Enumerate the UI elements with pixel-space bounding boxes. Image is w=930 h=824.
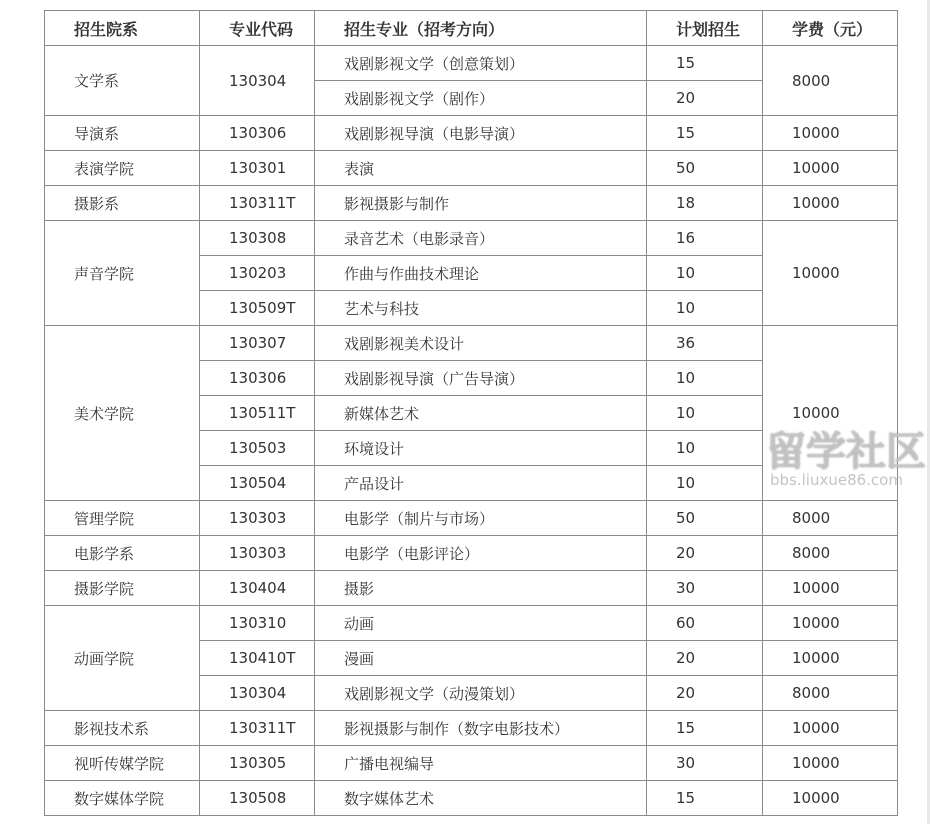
fee-cell: 8000 bbox=[763, 501, 898, 536]
header-fee: 学费（元） bbox=[763, 11, 898, 46]
plan-cell: 18 bbox=[647, 186, 763, 221]
major-cell: 戏剧影视文学（动漫策划） bbox=[315, 676, 647, 711]
fee-cell: 10000 bbox=[763, 746, 898, 781]
dept-cell: 文学系 bbox=[45, 46, 200, 116]
fee-cell: 8000 bbox=[763, 46, 898, 116]
major-cell: 动画 bbox=[315, 606, 647, 641]
plan-cell: 20 bbox=[647, 676, 763, 711]
plan-cell: 10 bbox=[647, 256, 763, 291]
major-cell: 作曲与作曲技术理论 bbox=[315, 256, 647, 291]
table-row bbox=[45, 501, 898, 536]
header-dept: 招生院系 bbox=[45, 11, 200, 46]
major-cell: 戏剧影视美术设计 bbox=[315, 326, 647, 361]
fee-cell: 10000 bbox=[763, 221, 898, 326]
enrollment-table bbox=[44, 10, 898, 816]
table-row bbox=[45, 746, 898, 781]
code-cell: 130504 bbox=[200, 466, 315, 501]
fee-cell: 8000 bbox=[763, 536, 898, 571]
code-cell: 130311T bbox=[200, 186, 315, 221]
major-cell: 广播电视编导 bbox=[315, 746, 647, 781]
table-body bbox=[45, 46, 898, 816]
plan-cell: 36 bbox=[647, 326, 763, 361]
plan-cell: 15 bbox=[647, 781, 763, 816]
major-cell: 漫画 bbox=[315, 641, 647, 676]
table-row bbox=[45, 536, 898, 571]
dept-cell: 摄影学院 bbox=[45, 571, 200, 606]
code-cell: 130203 bbox=[200, 256, 315, 291]
plan-cell: 10 bbox=[647, 291, 763, 326]
major-cell: 艺术与科技 bbox=[315, 291, 647, 326]
plan-cell: 50 bbox=[647, 501, 763, 536]
dept-cell: 影视技术系 bbox=[45, 711, 200, 746]
code-cell: 130511T bbox=[200, 396, 315, 431]
table-row bbox=[45, 116, 898, 151]
watermark-url: bbs.liuxue86.com bbox=[770, 471, 903, 489]
fee-cell: 10000 bbox=[763, 186, 898, 221]
fee-cell: 10000 bbox=[763, 116, 898, 151]
table-row bbox=[45, 186, 898, 221]
table-row bbox=[45, 571, 898, 606]
plan-cell: 15 bbox=[647, 46, 763, 81]
fee-cell: 10000 bbox=[763, 326, 898, 501]
plan-cell: 30 bbox=[647, 746, 763, 781]
code-cell: 130304 bbox=[200, 46, 315, 116]
header-major: 招生专业（招考方向） bbox=[315, 11, 647, 46]
dept-cell: 表演学院 bbox=[45, 151, 200, 186]
dept-cell: 管理学院 bbox=[45, 501, 200, 536]
major-cell: 摄影 bbox=[315, 571, 647, 606]
code-cell: 130404 bbox=[200, 571, 315, 606]
code-cell: 130509T bbox=[200, 291, 315, 326]
table-row bbox=[45, 221, 898, 256]
plan-cell: 20 bbox=[647, 536, 763, 571]
code-cell: 130304 bbox=[200, 676, 315, 711]
plan-cell: 50 bbox=[647, 151, 763, 186]
fee-cell: 10000 bbox=[763, 151, 898, 186]
major-cell: 戏剧影视导演（广告导演） bbox=[315, 361, 647, 396]
code-cell: 130306 bbox=[200, 116, 315, 151]
dept-cell: 声音学院 bbox=[45, 221, 200, 326]
major-cell: 录音艺术（电影录音） bbox=[315, 221, 647, 256]
code-cell: 130308 bbox=[200, 221, 315, 256]
plan-cell: 16 bbox=[647, 221, 763, 256]
table-row bbox=[45, 606, 898, 641]
fee-cell: 10000 bbox=[763, 781, 898, 816]
header-plan: 计划招生 bbox=[647, 11, 763, 46]
dept-cell: 美术学院 bbox=[45, 326, 200, 501]
plan-cell: 10 bbox=[647, 466, 763, 501]
dept-cell: 动画学院 bbox=[45, 606, 200, 711]
code-cell: 130310 bbox=[200, 606, 315, 641]
plan-cell: 20 bbox=[647, 81, 763, 116]
code-cell: 130503 bbox=[200, 431, 315, 466]
table-row bbox=[45, 46, 898, 81]
dept-cell: 摄影系 bbox=[45, 186, 200, 221]
major-cell: 环境设计 bbox=[315, 431, 647, 466]
dept-cell: 导演系 bbox=[45, 116, 200, 151]
major-cell: 电影学（制片与市场） bbox=[315, 501, 647, 536]
plan-cell: 10 bbox=[647, 396, 763, 431]
major-cell: 影视摄影与制作（数字电影技术） bbox=[315, 711, 647, 746]
plan-cell: 60 bbox=[647, 606, 763, 641]
fee-cell: 8000 bbox=[763, 676, 898, 711]
major-cell: 戏剧影视文学（剧作） bbox=[315, 81, 647, 116]
plan-cell: 15 bbox=[647, 116, 763, 151]
major-cell: 戏剧影视文学（创意策划） bbox=[315, 46, 647, 81]
table-row bbox=[45, 151, 898, 186]
table-row bbox=[45, 781, 898, 816]
major-cell: 表演 bbox=[315, 151, 647, 186]
code-cell: 130508 bbox=[200, 781, 315, 816]
plan-cell: 15 bbox=[647, 711, 763, 746]
plan-cell: 10 bbox=[647, 431, 763, 466]
code-cell: 130305 bbox=[200, 746, 315, 781]
major-cell: 电影学（电影评论） bbox=[315, 536, 647, 571]
major-cell: 新媒体艺术 bbox=[315, 396, 647, 431]
table-row bbox=[45, 711, 898, 746]
major-cell: 数字媒体艺术 bbox=[315, 781, 647, 816]
fee-cell: 10000 bbox=[763, 711, 898, 746]
dept-cell: 电影学系 bbox=[45, 536, 200, 571]
table-header-row bbox=[45, 11, 898, 46]
code-cell: 130410T bbox=[200, 641, 315, 676]
code-cell: 130311T bbox=[200, 711, 315, 746]
plan-cell: 10 bbox=[647, 361, 763, 396]
dept-cell: 视听传媒学院 bbox=[45, 746, 200, 781]
table-row bbox=[45, 326, 898, 361]
plan-cell: 30 bbox=[647, 571, 763, 606]
fee-cell: 10000 bbox=[763, 571, 898, 606]
fee-cell: 10000 bbox=[763, 606, 898, 641]
code-cell: 130307 bbox=[200, 326, 315, 361]
header-code: 专业代码 bbox=[200, 11, 315, 46]
code-cell: 130306 bbox=[200, 361, 315, 396]
code-cell: 130303 bbox=[200, 536, 315, 571]
plan-cell: 20 bbox=[647, 641, 763, 676]
major-cell: 戏剧影视导演（电影导演） bbox=[315, 116, 647, 151]
watermark-logo-text: 留学社区 bbox=[766, 429, 926, 475]
major-cell: 产品设计 bbox=[315, 466, 647, 501]
fee-cell: 10000 bbox=[763, 641, 898, 676]
code-cell: 130301 bbox=[200, 151, 315, 186]
dept-cell: 数字媒体学院 bbox=[45, 781, 200, 816]
code-cell: 130303 bbox=[200, 501, 315, 536]
major-cell: 影视摄影与制作 bbox=[315, 186, 647, 221]
